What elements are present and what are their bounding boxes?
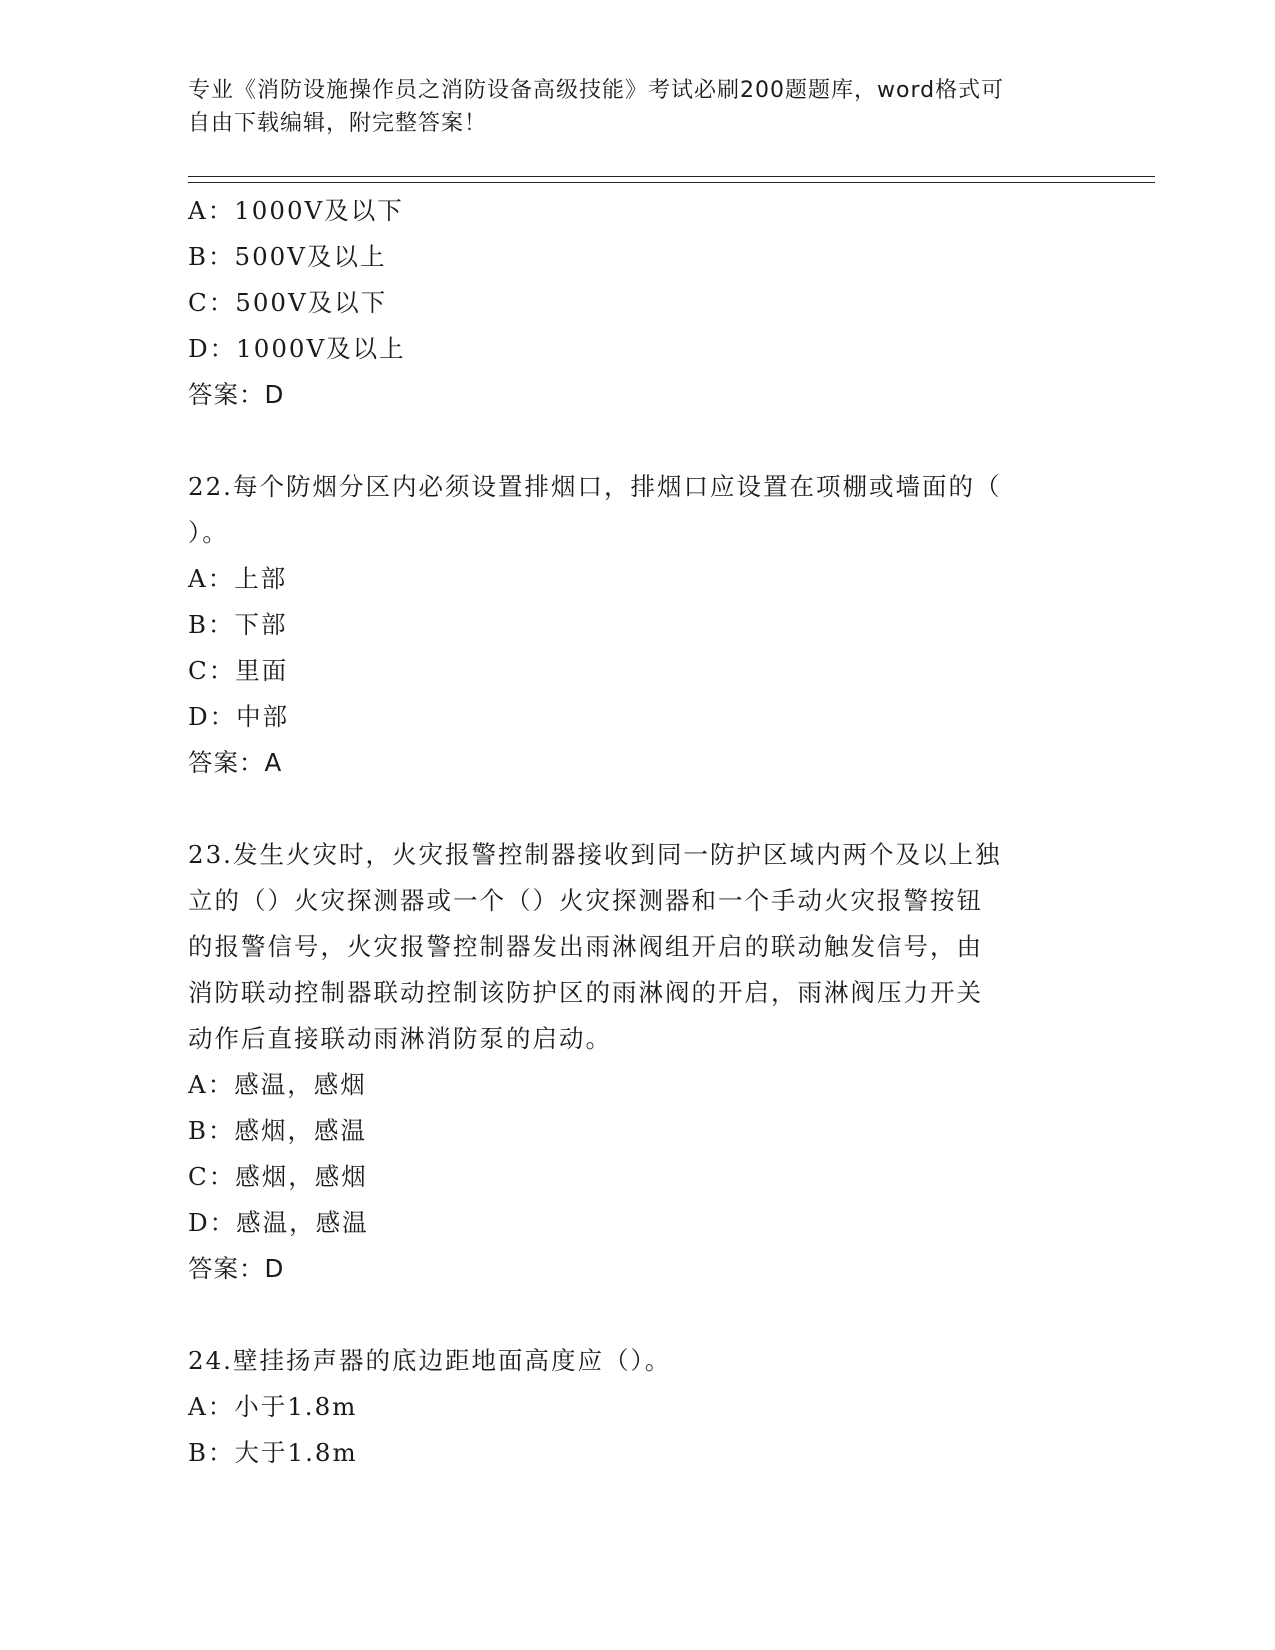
- option-d: D：中部: [188, 702, 290, 731]
- option-d: D：感温，感温: [188, 1208, 369, 1237]
- option-a: A：感温，感烟: [188, 1070, 367, 1099]
- option-a: A：1000V及以下: [188, 196, 404, 225]
- option-c: C：感烟，感烟: [188, 1162, 368, 1191]
- option-a: A：上部: [188, 564, 288, 593]
- option-d: D：1000V及以上: [188, 334, 406, 363]
- question-23: [188, 832, 1078, 1292]
- question-text-line: ）。: [188, 518, 229, 547]
- answer: 答案：D: [188, 1254, 285, 1283]
- question-text-line: 23.发生火灾时，火灾报警控制器接收到同一防护区域内两个及以上独: [188, 840, 1002, 869]
- header-line-2: 自由下载编辑，附完整答案！: [188, 111, 488, 136]
- question-text-line: 动作后直接联动雨淋消防泵的启动。: [188, 1024, 612, 1053]
- option-b: B：感烟，感温: [188, 1116, 368, 1145]
- question-text-line: 的报警信号，火灾报警控制器发出雨淋阀组开启的联动触发信号，由: [188, 932, 983, 961]
- option-c: C：500V及以下: [188, 288, 388, 317]
- option-c: C：里面: [188, 656, 289, 685]
- header-line-1: 专业《消防设施操作员之消防设备高级技能》考试必刷200题题库，word格式可: [188, 78, 1005, 103]
- question-text-line: 24.壁挂扬声器的底边距地面高度应（）。: [188, 1346, 672, 1375]
- header-rule-bottom: [188, 182, 1155, 183]
- header-rule-top: [188, 176, 1155, 177]
- question-21: [188, 188, 1078, 418]
- option-b: B：下部: [188, 610, 288, 639]
- answer: 答案：D: [188, 380, 285, 409]
- option-b: B：500V及以上: [188, 242, 387, 271]
- question-text-line: 立的（）火灾探测器或一个（）火灾探测器和一个手动火灾报警按钮: [188, 886, 983, 915]
- question-22: [188, 464, 1078, 786]
- question-24: [188, 1338, 1078, 1476]
- option-b: B：大于1.8m: [188, 1438, 358, 1467]
- document-header: [188, 74, 1068, 140]
- question-text-line: 22.每个防烟分区内必须设置排烟口，排烟口应设置在项棚或墙面的（: [188, 472, 1002, 501]
- option-a: A：小于1.8m: [188, 1392, 358, 1421]
- question-text-line: 消防联动控制器联动控制该防护区的雨淋阀的开启，雨淋阀压力开关: [188, 978, 983, 1007]
- answer: 答案：A: [188, 748, 283, 777]
- question-list: [188, 188, 1078, 1476]
